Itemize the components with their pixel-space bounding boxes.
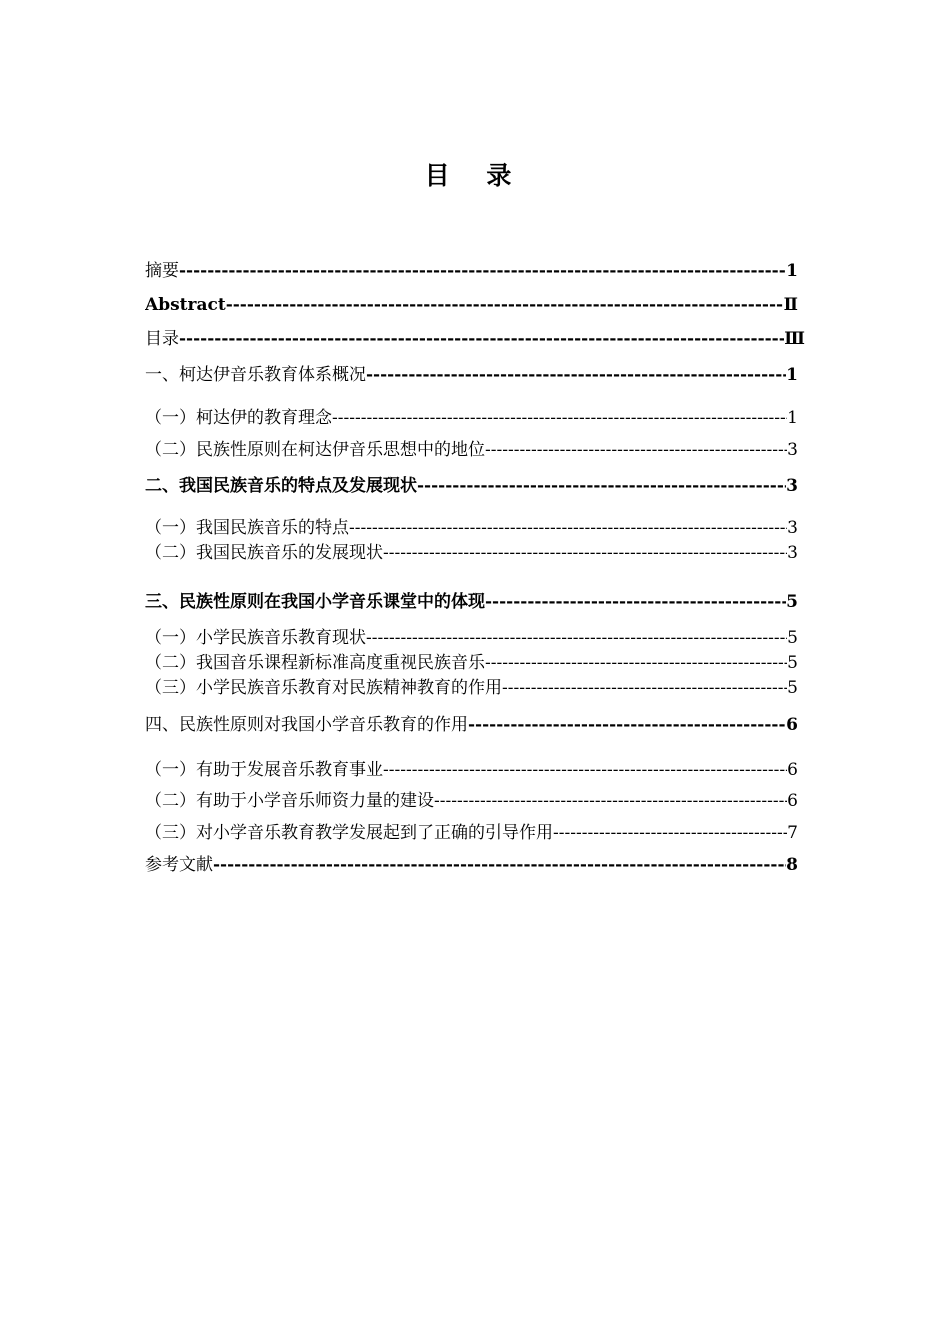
- toc-entry-4-1[interactable]: [145, 758, 798, 782]
- toc-page-number: 1: [786, 365, 798, 385]
- toc-page-number: 1: [786, 261, 798, 281]
- toc-page-number: 5: [786, 592, 798, 612]
- toc-leader: [349, 516, 787, 540]
- toc-entry-text: （三）对小学音乐教育教学发展起到了正确的引导作用: [145, 823, 553, 843]
- toc-leader: [366, 363, 786, 387]
- toc-page-number: 3: [787, 543, 798, 563]
- toc-entry-3-1[interactable]: [145, 626, 798, 650]
- toc-page-number: 6: [787, 760, 798, 780]
- toc-entry-contents[interactable]: [145, 327, 805, 351]
- toc-entry-text: 参考文献: [145, 855, 213, 875]
- toc-page-number: 7: [787, 823, 798, 843]
- toc-entry-text: （一）有助于发展音乐教育事业: [145, 760, 383, 780]
- toc-entry-4-3[interactable]: [145, 821, 798, 845]
- toc-entry-text: （二）有助于小学音乐师资力量的建设: [145, 791, 434, 811]
- toc-page-number: 3: [786, 476, 798, 496]
- toc-leader: [485, 590, 786, 614]
- toc-leader: [485, 438, 787, 462]
- toc-entry-chapter-1[interactable]: [145, 363, 798, 387]
- toc-entry-3-3[interactable]: [145, 676, 798, 700]
- toc-entry-1-2[interactable]: [145, 438, 798, 462]
- toc-entry-text: （一）我国民族音乐的特点: [145, 518, 349, 538]
- toc-entry-abstract-en[interactable]: [145, 293, 798, 317]
- toc-page-number: 6: [787, 791, 798, 811]
- toc-page-number: 5: [787, 678, 798, 698]
- toc-leader: [417, 474, 786, 498]
- toc-leader: [332, 406, 787, 430]
- toc-leader: [553, 821, 787, 845]
- toc-entry-text: （二）我国音乐课程新标准高度重视民族音乐: [145, 653, 485, 673]
- toc-entry-abstract-cn[interactable]: [145, 259, 798, 283]
- toc-title: 目 录: [424, 161, 526, 190]
- toc-leader: [485, 651, 787, 675]
- toc-entry-chapter-3[interactable]: [145, 590, 798, 614]
- toc-page-number: 8: [786, 855, 798, 875]
- toc-leader: [468, 713, 786, 737]
- toc-page-number: 6: [786, 715, 798, 735]
- toc-page-number: 5: [787, 628, 798, 648]
- toc-entry-text: （一）小学民族音乐教育现状: [145, 628, 366, 648]
- toc-entry-3-2[interactable]: [145, 651, 798, 675]
- toc-entry-text: Abstract: [145, 295, 226, 315]
- toc-leader: [179, 259, 786, 283]
- toc-page-number: 3: [787, 518, 798, 538]
- toc-page-number: Ⅱ: [783, 295, 798, 315]
- toc-leader: [366, 626, 787, 650]
- toc-leader: [502, 676, 787, 700]
- toc-page-number: Ⅲ: [784, 329, 805, 349]
- toc-leader: [226, 293, 784, 317]
- toc-page-number: 5: [787, 653, 798, 673]
- toc-leader: [213, 853, 786, 877]
- toc-entry-2-1[interactable]: [145, 516, 798, 540]
- toc-entry-1-1[interactable]: [145, 406, 798, 430]
- toc-entry-text: 摘要: [145, 261, 179, 281]
- toc-leader: [179, 327, 784, 351]
- toc-leader: [383, 541, 787, 565]
- toc-entry-text: 一、柯达伊音乐教育体系概况: [145, 365, 366, 385]
- toc-entry-text: 二、我国民族音乐的特点及发展现状: [145, 476, 417, 496]
- toc-entry-text: 三、民族性原则在我国小学音乐课堂中的体现: [145, 592, 485, 612]
- toc-entry-chapter-2[interactable]: [145, 474, 798, 498]
- toc-page-number: 3: [787, 440, 798, 460]
- toc-page-number: 1: [787, 408, 798, 428]
- toc-entry-text: （二）我国民族音乐的发展现状: [145, 543, 383, 563]
- toc-entry-4-2[interactable]: [145, 789, 798, 813]
- toc-entry-text: 目录: [145, 329, 179, 349]
- toc-entry-2-2[interactable]: [145, 541, 798, 565]
- toc-entry-text: （二）民族性原则在柯达伊音乐思想中的地位: [145, 440, 485, 460]
- toc-entry-chapter-4[interactable]: [145, 713, 798, 737]
- toc-entry-text: 四、民族性原则对我国小学音乐教育的作用: [145, 715, 468, 735]
- toc-leader: [434, 789, 787, 813]
- toc-entry-text: （三）小学民族音乐教育对民族精神教育的作用: [145, 678, 502, 698]
- toc-entry-text: （一）柯达伊的教育理念: [145, 408, 332, 428]
- toc-leader: [383, 758, 787, 782]
- toc-entry-references[interactable]: [145, 853, 798, 877]
